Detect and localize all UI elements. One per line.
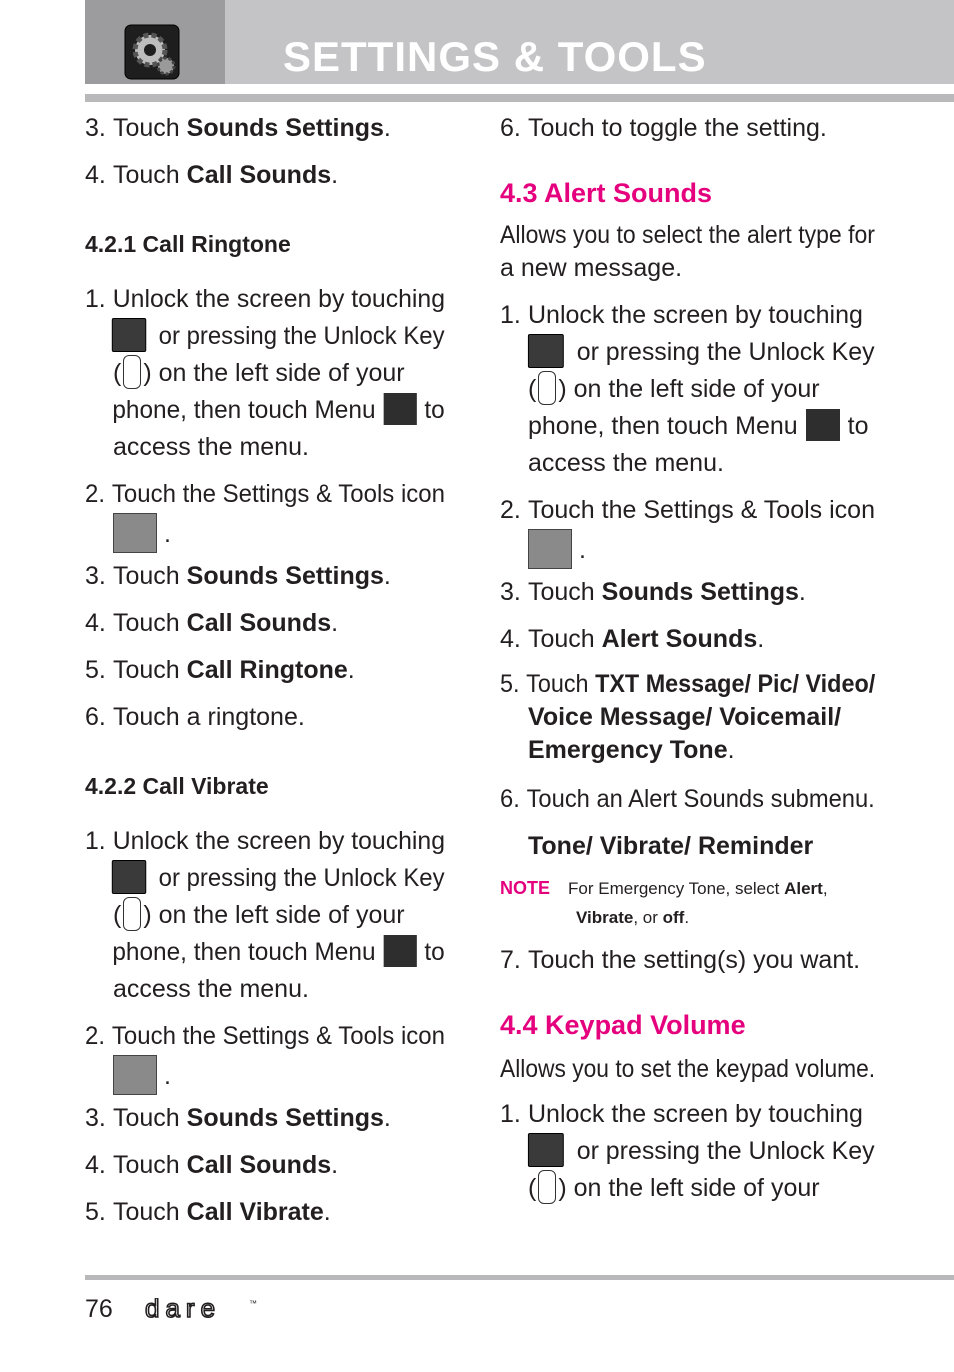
lock-icon xyxy=(528,334,564,368)
step-line: phone, then touch Menu to xyxy=(500,408,875,444)
step-line: 6. Touch a ringtone. xyxy=(85,703,305,731)
step-line: 6. Touch an Alert Sounds submenu. xyxy=(500,785,875,813)
settings-tools-icon xyxy=(113,1055,157,1095)
header-rule xyxy=(85,94,954,102)
unlock-key-icon xyxy=(123,355,141,389)
step-line: 5. Touch Call Vibrate. xyxy=(85,1198,331,1226)
dare-logo xyxy=(145,1298,257,1320)
menu-icon xyxy=(383,935,416,967)
step-line: ( ) on the left side of your xyxy=(500,1170,875,1206)
menu-icon xyxy=(383,393,416,425)
step-line: 2. Touch the Settings & Tools icon xyxy=(500,496,875,524)
paragraph-line: a new message. xyxy=(500,254,683,282)
step-line: 4. Touch Alert Sounds. xyxy=(500,625,765,653)
step-line: or pressing the Unlock Key xyxy=(500,334,874,370)
step-line: access the menu. xyxy=(113,975,309,1003)
step-line: . xyxy=(500,529,875,571)
step-line: 3. Touch Sounds Settings. xyxy=(85,562,391,590)
note-label: NOTE xyxy=(500,878,551,898)
step-line: or pressing the Unlock Key xyxy=(85,860,430,896)
step-line: ( ) on the left side of your xyxy=(85,355,445,391)
page-number: 76 xyxy=(85,1295,113,1323)
footer-rule xyxy=(85,1275,954,1280)
step-line: 1. Unlock the screen by touching xyxy=(500,301,863,329)
step-line: 3. Touch Sounds Settings. xyxy=(85,1104,391,1132)
section-heading: 4.2.2 Call Vibrate xyxy=(85,773,269,799)
step-line: access the menu. xyxy=(113,433,309,461)
step-line: 6. Touch to toggle the setting. xyxy=(500,114,827,142)
lock-icon xyxy=(528,1133,564,1167)
step-line: 3. Touch Sounds Settings. xyxy=(85,114,391,142)
step-line: phone, then touch Menu to xyxy=(85,934,436,970)
unlock-key-icon xyxy=(538,1170,556,1204)
right-column xyxy=(500,110,875,1206)
step-line: phone, then touch Menu to xyxy=(85,392,436,428)
section-heading: 4.2.1 Call Ringtone xyxy=(85,231,291,257)
settings-tools-icon xyxy=(113,513,157,553)
step-line: . xyxy=(85,513,445,555)
lock-icon xyxy=(112,860,146,894)
paragraph-line: Allows you to set the keypad volume. xyxy=(500,1055,876,1083)
section-heading: 4.4 Keypad Volume xyxy=(500,1010,746,1040)
step-line: 2. Touch the Settings & Tools icon xyxy=(85,480,445,508)
step-line: ( ) on the left side of your xyxy=(85,897,445,933)
step-line: 4. Touch Call Sounds. xyxy=(85,1151,339,1179)
svg-text:dare: dare xyxy=(145,1298,222,1320)
page-title: SETTINGS & TOOLS xyxy=(283,33,707,80)
step-line: 2. Touch the Settings & Tools icon xyxy=(85,1022,445,1050)
unlock-key-icon xyxy=(123,897,141,931)
lock-icon xyxy=(112,318,146,352)
step-line: or pressing the Unlock Key xyxy=(500,1133,874,1169)
step-line: 1. Unlock the screen by touching xyxy=(500,1100,863,1128)
menu-icon xyxy=(806,409,840,441)
step-line: 5. Touch TXT Message/ Pic/ Video/ xyxy=(500,670,876,698)
step-line: 7. Touch the setting(s) you want. xyxy=(500,946,861,974)
settings-tools-icon xyxy=(528,529,572,569)
step-line: 5. Touch Call Ringtone. xyxy=(85,656,355,684)
note-line: NOTE For Emergency Tone, select Alert, xyxy=(500,878,828,898)
step-line: ( ) on the left side of your xyxy=(500,371,875,407)
step-line: access the menu. xyxy=(528,449,724,477)
paragraph-line: Allows you to select the alert type for xyxy=(500,221,875,249)
note-line: Vibrate, or off. xyxy=(576,908,690,927)
step-line: Voice Message/ Voicemail/ xyxy=(528,703,842,731)
step-line: 3. Touch Sounds Settings. xyxy=(500,578,806,606)
step-line: Tone/ Vibrate/ Reminder xyxy=(528,832,814,860)
section-heading: 4.3 Alert Sounds xyxy=(500,178,713,208)
svg-text:™: ™ xyxy=(249,1299,257,1308)
settings-tools-gear-icon xyxy=(124,24,180,80)
step-line: 1. Unlock the screen by touching xyxy=(85,827,446,855)
step-line: . xyxy=(85,1055,445,1097)
step-line: 1. Unlock the screen by touching xyxy=(85,285,446,313)
left-column xyxy=(85,110,445,1230)
step-line: 4. Touch Call Sounds. xyxy=(85,609,339,637)
step-line: Emergency Tone. xyxy=(528,736,735,764)
step-line: 4. Touch Call Sounds. xyxy=(85,161,339,189)
unlock-key-icon xyxy=(538,371,556,405)
step-line: or pressing the Unlock Key xyxy=(85,318,430,354)
